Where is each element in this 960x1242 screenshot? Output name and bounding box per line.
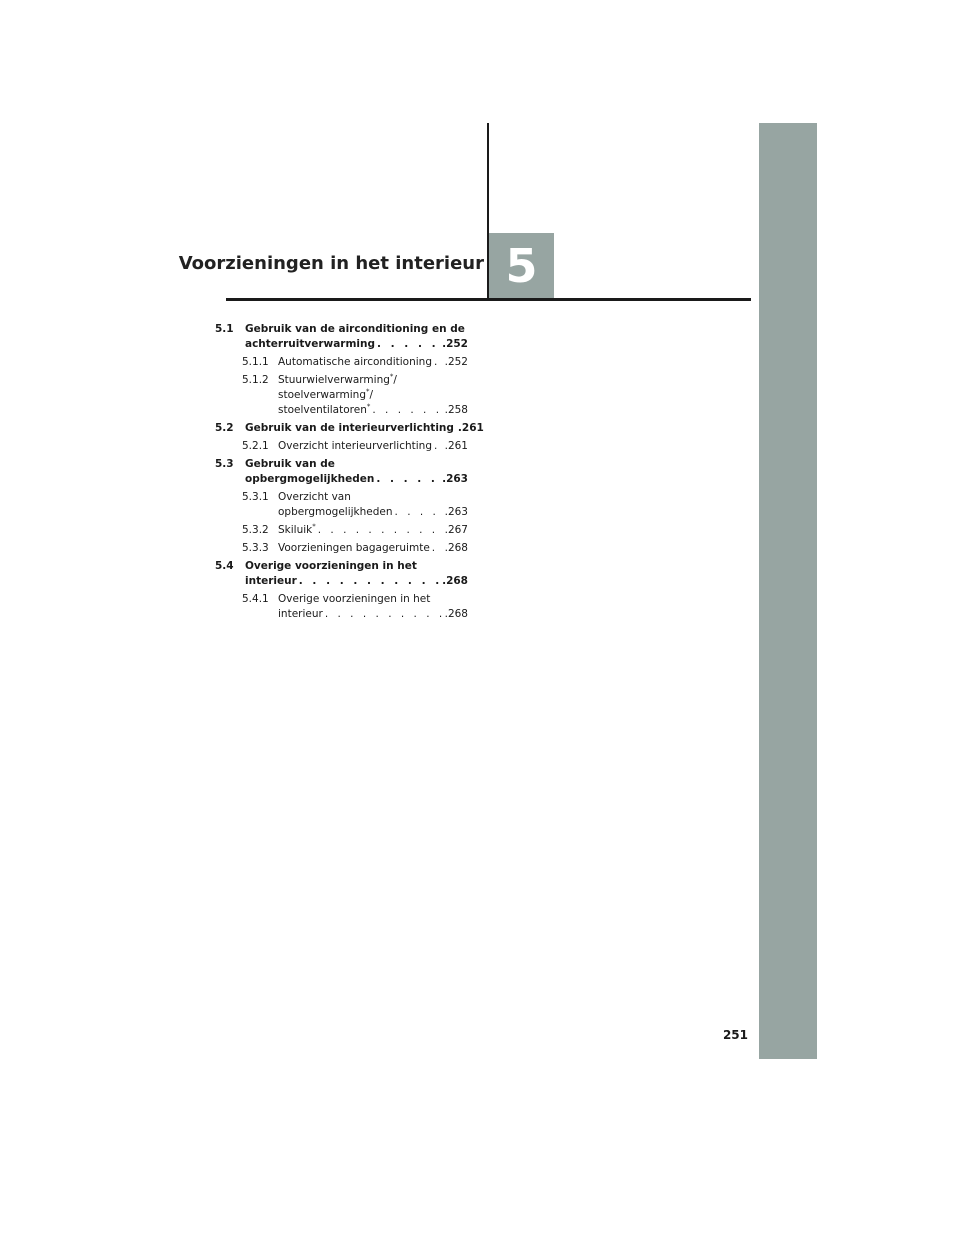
- toc-title-cont: interieur: [245, 575, 297, 587]
- toc-entry-5-4-1[interactable]: [215, 592, 468, 622]
- toc-slash: /: [369, 389, 374, 401]
- toc-title: Skiluik: [278, 524, 313, 536]
- toc-title: Overzicht van: [278, 491, 351, 503]
- toc-page: .261: [457, 422, 484, 434]
- toc-title-cont: stoelverwarming: [278, 389, 366, 401]
- optional-asterisk: *: [366, 402, 371, 411]
- toc-slash: /: [393, 374, 397, 386]
- toc-number: 5.2: [215, 422, 234, 434]
- toc-title: Automatische airconditioning: [278, 356, 432, 368]
- toc-entry-5-2[interactable]: [215, 421, 484, 436]
- toc-leader-dots: [377, 337, 440, 352]
- toc-leader-dots: [325, 607, 443, 622]
- toc-number: 5.3.3: [242, 542, 269, 554]
- toc-title: Overige voorzieningen in het: [245, 560, 417, 572]
- toc-number: 5.1.2: [242, 374, 269, 386]
- toc-leader-dots: [434, 439, 443, 454]
- toc-entry-5-1[interactable]: [215, 322, 468, 352]
- toc-entry-5-3-3[interactable]: [215, 541, 468, 556]
- toc-leader-dots: [395, 505, 443, 520]
- toc-page: .263: [444, 506, 468, 518]
- toc-page: .263: [442, 473, 468, 485]
- toc-title-cont: stoelventilatoren: [278, 404, 367, 416]
- toc-page: .252: [442, 338, 468, 350]
- chapter-side-tab: [759, 123, 817, 1059]
- toc-entry-5-4[interactable]: [215, 559, 468, 589]
- chapter-number: 5: [505, 239, 538, 293]
- toc-leader-dots: [434, 355, 443, 370]
- table-of-contents: [215, 322, 484, 625]
- page-number: 251: [722, 1028, 748, 1042]
- toc-page: .258: [444, 404, 468, 416]
- optional-asterisk: *: [312, 522, 316, 531]
- toc-page: .268: [444, 542, 468, 554]
- toc-page: .268: [442, 575, 468, 587]
- toc-title: Gebruik van de: [245, 458, 335, 470]
- toc-title: Stuurwielverwarming: [278, 374, 390, 386]
- toc-number: 5.3.1: [242, 491, 269, 503]
- toc-entry-5-2-1[interactable]: [215, 439, 468, 454]
- toc-page: .252: [444, 356, 468, 368]
- toc-title-cont: achterruitverwarming: [245, 338, 376, 350]
- toc-title: Overzicht interieurverlichting: [278, 440, 432, 452]
- toc-title-cont: opbergmogelijkheden: [278, 506, 393, 518]
- toc-entry-5-3-2[interactable]: [215, 523, 468, 538]
- toc-leader-dots: [299, 574, 440, 589]
- toc-entry-5-3[interactable]: [215, 457, 468, 487]
- toc-leader-dots: [318, 523, 443, 538]
- toc-entry-5-1-2[interactable]: [215, 373, 468, 418]
- toc-page: .261: [444, 440, 468, 452]
- toc-number: 5.3.2: [242, 524, 269, 536]
- toc-number: 5.2.1: [242, 440, 269, 452]
- toc-page: .268: [444, 608, 468, 620]
- toc-leader-dots: [376, 472, 440, 487]
- optional-asterisk: *: [389, 372, 394, 381]
- toc-title: Overige voorzieningen in het: [278, 593, 431, 605]
- toc-title: Gebruik van de interieurverlichting: [245, 422, 454, 434]
- toc-title: Gebruik van de airconditioning en de: [245, 323, 465, 335]
- toc-number: 5.1: [215, 323, 234, 335]
- toc-number: 5.4.1: [242, 593, 269, 605]
- chapter-number-box: [489, 233, 554, 299]
- toc-leader-dots: [432, 541, 443, 556]
- toc-entry-5-1-1[interactable]: [215, 355, 468, 370]
- toc-leader-dots: [372, 403, 442, 418]
- optional-asterisk: *: [366, 387, 370, 396]
- header-horizontal-rule: [226, 298, 751, 301]
- toc-number: 5.3: [215, 458, 234, 470]
- toc-title-cont: interieur: [278, 608, 323, 620]
- toc-number: 5.4: [215, 560, 234, 572]
- toc-title: Voorzieningen bagageruimte: [278, 542, 430, 554]
- toc-title-cont: opbergmogelijkheden: [245, 473, 375, 485]
- chapter-title: Voorzieningen in het interieur: [178, 253, 484, 274]
- toc-entry-5-3-1[interactable]: [215, 490, 468, 520]
- toc-page: .267: [444, 524, 468, 536]
- toc-number: 5.1.1: [242, 356, 269, 368]
